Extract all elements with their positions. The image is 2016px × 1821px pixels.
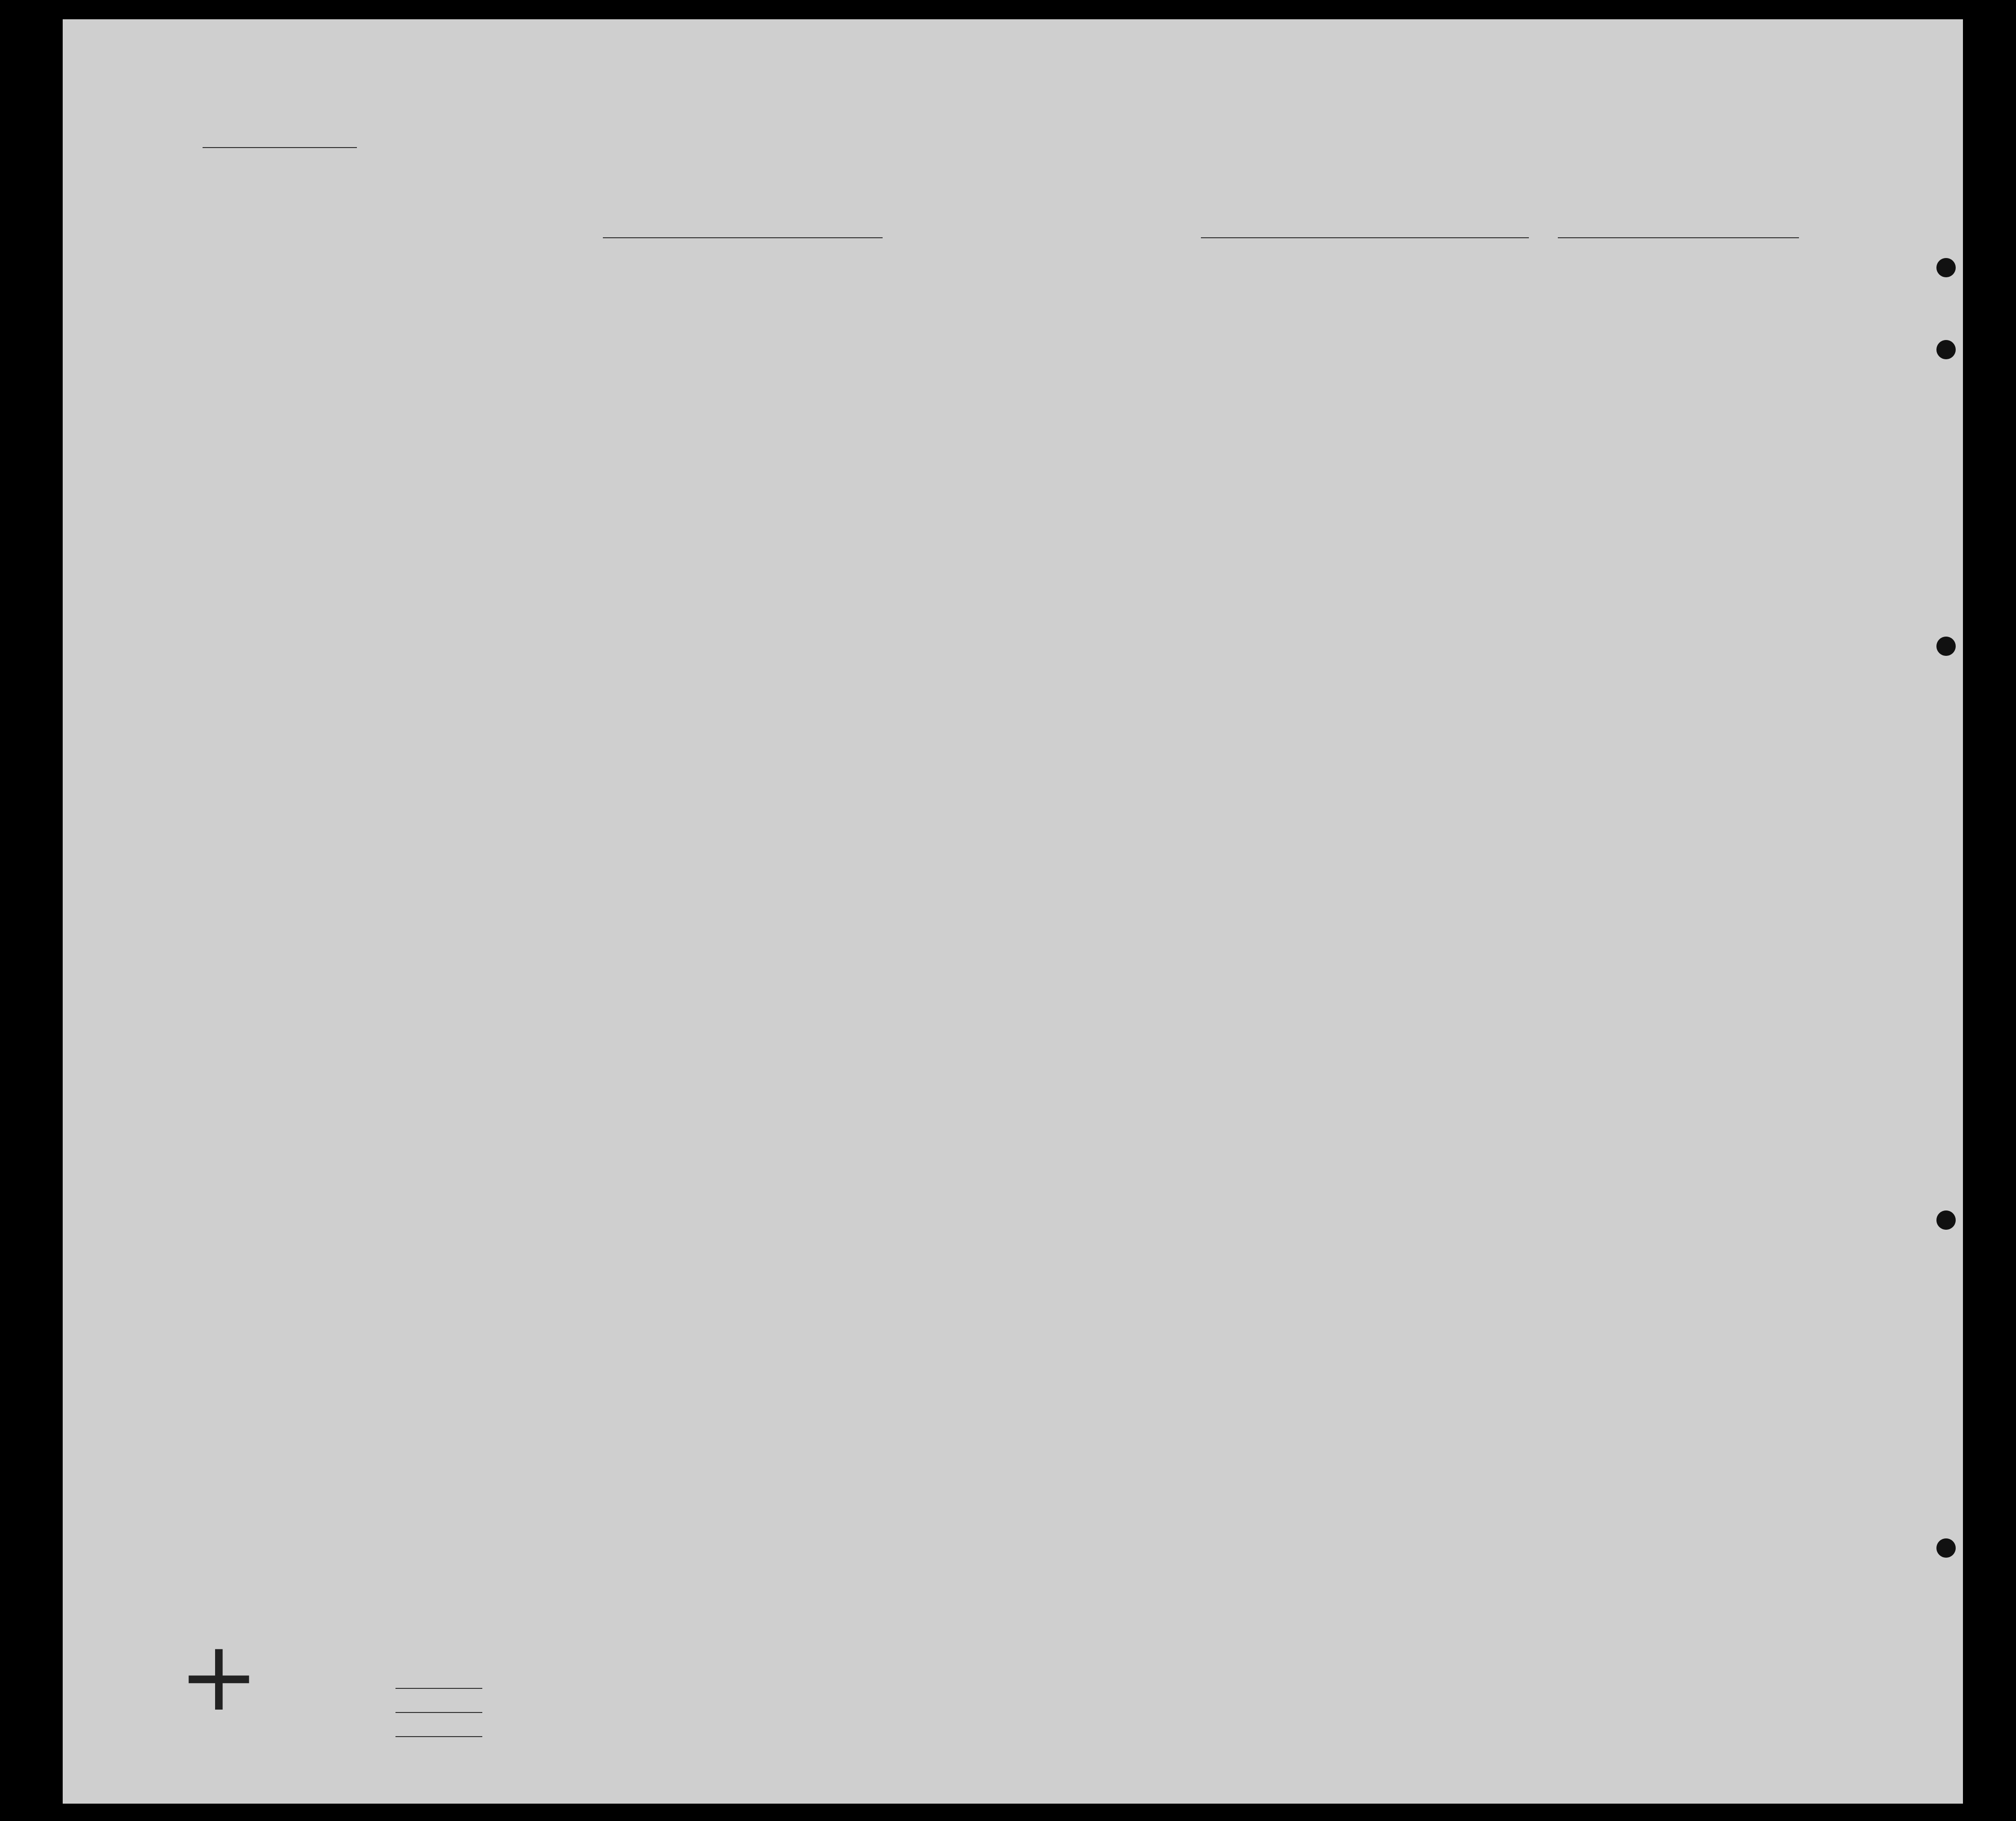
footer-line	[395, 1688, 482, 1689]
ship-underline	[603, 237, 883, 238]
punch-hole	[1936, 258, 1956, 277]
corner-mark: +	[178, 1620, 259, 1733]
footer-line	[395, 1736, 482, 1737]
punch-hole	[1936, 637, 1956, 656]
list-underline	[203, 147, 357, 148]
punch-hole	[1936, 1210, 1956, 1230]
manifest-sheet	[63, 19, 1963, 1804]
punch-hole	[1936, 1538, 1956, 1558]
footer-line	[395, 1712, 482, 1713]
punch-hole	[1936, 340, 1956, 359]
date-underline	[1558, 237, 1799, 238]
port-underline	[1201, 237, 1529, 238]
